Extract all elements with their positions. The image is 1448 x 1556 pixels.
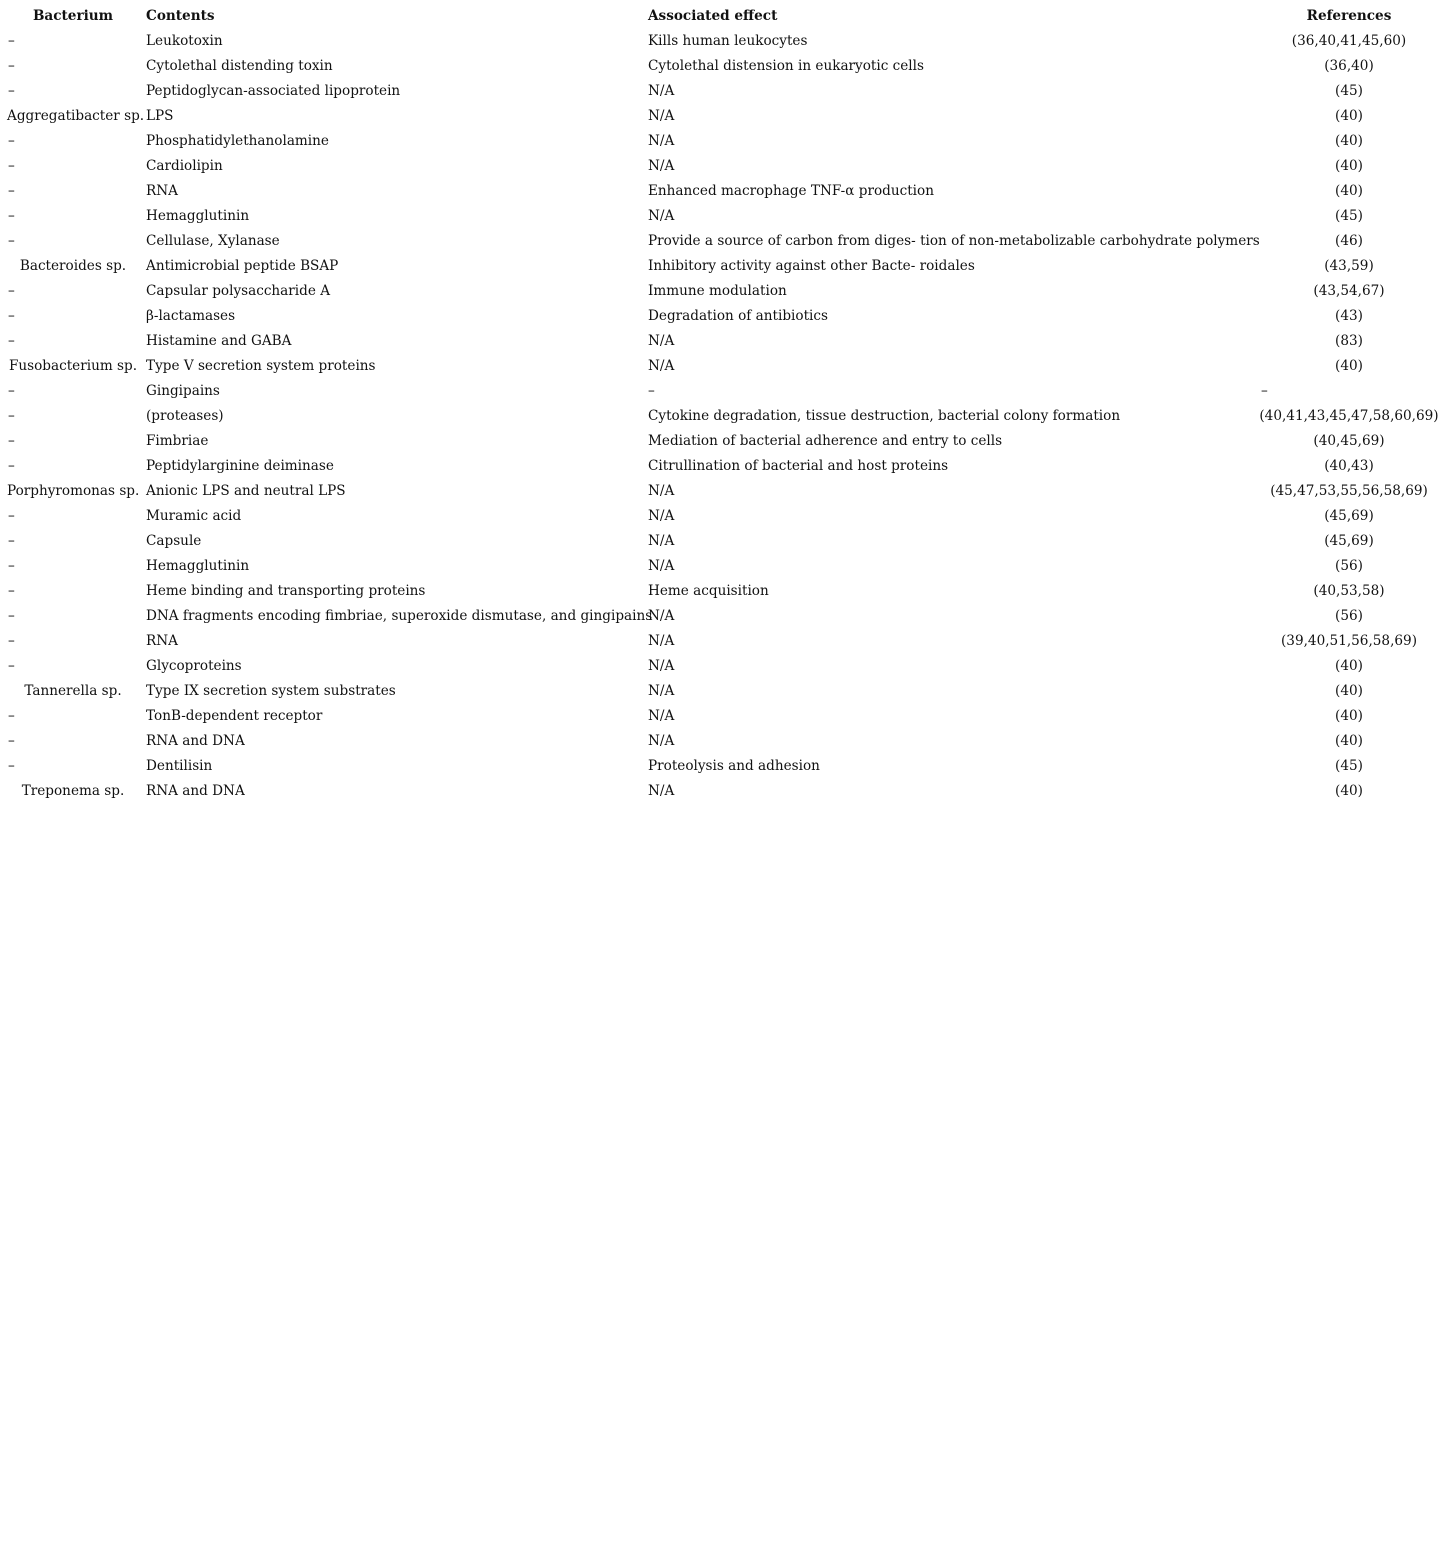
cell-contents: RNA and DNA <box>146 783 245 799</box>
table-row <box>0 154 1448 179</box>
cell-bacterium: – <box>8 533 15 549</box>
cell-references: (40) <box>1335 358 1363 374</box>
cell-references: (40,41,43,45,47,58,60,69) <box>1259 408 1439 424</box>
table-row <box>0 329 1448 354</box>
cell-contents: RNA <box>146 183 178 199</box>
cell-contents: Leukotoxin <box>146 33 223 49</box>
cell-references: (40) <box>1335 683 1363 699</box>
table-row <box>0 454 1448 479</box>
cell-associated-effect: Kills human leukocytes <box>648 33 808 49</box>
cell-bacterium: – <box>8 308 15 324</box>
table-row <box>0 404 1448 429</box>
cell-contents: Histamine and GABA <box>146 333 292 349</box>
cell-bacterium: – <box>8 583 15 599</box>
table-row <box>0 204 1448 229</box>
cell-references: (45) <box>1335 758 1363 774</box>
table-row <box>0 479 1448 504</box>
cell-associated-effect: Enhanced macrophage TNF-α production <box>648 183 934 199</box>
data-table <box>0 4 1448 804</box>
cell-references: (43,59) <box>1324 258 1374 274</box>
cell-references: (40) <box>1335 133 1363 149</box>
cell-contents: Fimbriae <box>146 433 209 449</box>
table-row <box>0 229 1448 254</box>
cell-associated-effect: Immune modulation <box>648 283 787 299</box>
cell-bacterium: Aggregatibacter sp. <box>7 108 145 124</box>
header-contents: Contents <box>146 8 215 24</box>
table-row <box>0 354 1448 379</box>
cell-contents: DNA fragments encoding fimbriae, superoxide dismutase, and gingipains <box>146 608 653 624</box>
table-row <box>0 79 1448 104</box>
cell-references: (40) <box>1335 108 1363 124</box>
cell-references: (40) <box>1335 708 1363 724</box>
cell-associated-effect: Heme acquisition <box>648 583 769 599</box>
cell-associated-effect: N/A <box>648 133 675 149</box>
cell-associated-effect: N/A <box>648 608 675 624</box>
cell-bacterium: – <box>8 633 15 649</box>
cell-contents: Phosphatidylethanolamine <box>146 133 329 149</box>
table-row <box>0 129 1448 154</box>
cell-contents: Hemagglutinin <box>146 558 250 574</box>
cell-references: (36,40) <box>1324 58 1374 74</box>
cell-associated-effect: N/A <box>648 708 675 724</box>
table-row <box>0 379 1448 404</box>
table-row <box>0 429 1448 454</box>
table-row <box>0 579 1448 604</box>
table-row <box>0 704 1448 729</box>
cell-contents: Hemagglutinin <box>146 208 250 224</box>
cell-references: (45) <box>1335 208 1363 224</box>
table-row <box>0 654 1448 679</box>
cell-associated-effect: Citrullination of bacterial and host proteins <box>648 458 949 474</box>
cell-bacterium: – <box>8 658 15 674</box>
cell-contents: RNA and DNA <box>146 733 245 749</box>
cell-associated-effect: N/A <box>648 483 675 499</box>
cell-associated-effect: N/A <box>648 358 675 374</box>
cell-bacterium: – <box>8 733 15 749</box>
cell-associated-effect: N/A <box>648 333 675 349</box>
cell-references: (45,69) <box>1324 508 1374 524</box>
cell-references: (56) <box>1335 608 1363 624</box>
cell-contents: RNA <box>146 633 178 649</box>
table-row <box>0 729 1448 754</box>
cell-bacterium: – <box>8 508 15 524</box>
table-row <box>0 304 1448 329</box>
cell-bacterium: – <box>8 608 15 624</box>
cell-references: (56) <box>1335 558 1363 574</box>
table-row <box>0 104 1448 129</box>
table-row <box>0 179 1448 204</box>
cell-references: (36,40,41,45,60) <box>1291 33 1407 49</box>
cell-contents: Peptidoglycan-associated lipoprotein <box>146 83 401 99</box>
cell-bacterium: – <box>8 83 15 99</box>
cell-bacterium: – <box>8 333 15 349</box>
cell-bacterium: – <box>8 183 15 199</box>
cell-references: (45,69) <box>1324 533 1374 549</box>
cell-bacterium: – <box>8 458 15 474</box>
cell-contents: Peptidylarginine deiminase <box>146 458 334 474</box>
cell-references: (39,40,51,56,58,69) <box>1281 633 1417 649</box>
cell-bacterium: Fusobacterium sp. <box>8 358 138 374</box>
cell-associated-effect: Cytolethal distension in eukaryotic cells <box>648 58 924 74</box>
cell-contents: Type V secretion system proteins <box>146 358 376 374</box>
header-bacterium: Bacterium <box>32 8 114 24</box>
cell-references: (40,43) <box>1324 458 1374 474</box>
cell-associated-effect: N/A <box>648 733 675 749</box>
cell-bacterium: – <box>8 58 15 74</box>
cell-bacterium: – <box>8 33 15 49</box>
cell-associated-effect: N/A <box>648 683 675 699</box>
cell-associated-effect: N/A <box>648 158 675 174</box>
cell-references: (83) <box>1335 333 1363 349</box>
cell-associated-effect: – <box>648 383 655 399</box>
cell-associated-effect: N/A <box>648 783 675 799</box>
cell-associated-effect: N/A <box>648 508 675 524</box>
cell-bacterium: Bacteroides sp. <box>19 258 127 274</box>
table-row <box>0 504 1448 529</box>
table-row <box>0 29 1448 54</box>
cell-contents: Dentilisin <box>146 758 213 774</box>
cell-contents: Glycoproteins <box>146 658 242 674</box>
header-associated-effect: Associated effect <box>648 8 778 24</box>
cell-contents: Gingipains <box>146 383 220 399</box>
table-row <box>0 279 1448 304</box>
cell-associated-effect: Degradation of antibiotics <box>648 308 828 324</box>
cell-associated-effect: N/A <box>648 533 675 549</box>
cell-bacterium: – <box>8 233 15 249</box>
cell-references: (40,53,58) <box>1313 583 1385 599</box>
cell-bacterium: Treponema sp. <box>21 783 125 799</box>
table-row <box>0 679 1448 704</box>
table-row <box>0 629 1448 654</box>
cell-contents: LPS <box>146 108 174 124</box>
cell-associated-effect: Cytokine degradation, tissue destruction, bacterial colony formation <box>648 408 1121 424</box>
table-row <box>0 529 1448 554</box>
cell-associated-effect: N/A <box>648 208 675 224</box>
cell-bacterium: Tannerella sp. <box>24 683 122 699</box>
cell-references: (40) <box>1335 733 1363 749</box>
cell-bacterium: – <box>8 283 15 299</box>
cell-contents: Type IX secretion system substrates <box>146 683 396 699</box>
cell-associated-effect: N/A <box>648 83 675 99</box>
cell-contents: Heme binding and transporting proteins <box>146 583 426 599</box>
cell-bacterium: – <box>8 408 15 424</box>
cell-contents: Capsular polysaccharide A <box>146 283 331 299</box>
cell-contents: (proteases) <box>146 408 224 424</box>
table-row <box>0 254 1448 279</box>
cell-references: (40,45,69) <box>1313 433 1385 449</box>
cell-associated-effect: N/A <box>648 658 675 674</box>
cell-bacterium: – <box>8 133 15 149</box>
cell-contents: Cytolethal distending toxin <box>146 58 333 74</box>
cell-associated-effect: Mediation of bacterial adherence and entry to cells <box>648 433 1003 449</box>
cell-contents: TonB-dependent receptor <box>146 708 323 724</box>
cell-bacterium: – <box>8 158 15 174</box>
cell-bacterium: Porphyromonas sp. <box>7 483 140 499</box>
cell-bacterium: – <box>8 758 15 774</box>
cell-references: (46) <box>1335 233 1363 249</box>
cell-references: (45) <box>1335 83 1363 99</box>
table-row <box>0 754 1448 779</box>
table-row <box>0 554 1448 579</box>
cell-associated-effect: Inhibitory activity against other Bacte- roidales <box>648 258 975 274</box>
cell-associated-effect: N/A <box>648 558 675 574</box>
cell-references: – <box>1261 383 1268 399</box>
cell-bacterium: – <box>8 433 15 449</box>
table-row <box>0 604 1448 629</box>
cell-references: (43) <box>1335 308 1363 324</box>
cell-references: (40) <box>1335 658 1363 674</box>
cell-contents: β-lactamases <box>146 308 236 324</box>
cell-contents: Anionic LPS and neutral LPS <box>146 483 346 499</box>
table-body <box>0 29 1448 804</box>
cell-contents: Cardiolipin <box>146 158 223 174</box>
cell-references: (40) <box>1335 158 1363 174</box>
cell-references: (40) <box>1335 783 1363 799</box>
cell-contents: Cellulase, Xylanase <box>146 233 280 249</box>
cell-associated-effect: Provide a source of carbon from diges- tion of non-metabolizable carbohydrate polymers <box>648 233 1260 249</box>
header-references: References <box>1306 8 1392 24</box>
cell-associated-effect: N/A <box>648 108 675 124</box>
cell-contents: Muramic acid <box>146 508 242 524</box>
cell-bacterium: – <box>8 208 15 224</box>
cell-contents: Antimicrobial peptide BSAP <box>146 258 339 274</box>
cell-contents: Capsule <box>146 533 202 549</box>
cell-references: (45,47,53,55,56,58,69) <box>1270 483 1428 499</box>
table-header-row <box>0 4 1448 29</box>
table-row <box>0 54 1448 79</box>
cell-references: (43,54,67) <box>1313 283 1385 299</box>
cell-bacterium: – <box>8 558 15 574</box>
cell-bacterium: – <box>8 383 15 399</box>
cell-associated-effect: N/A <box>648 633 675 649</box>
cell-references: (40) <box>1335 183 1363 199</box>
table-row <box>0 779 1448 804</box>
cell-associated-effect: Proteolysis and adhesion <box>648 758 820 774</box>
cell-bacterium: – <box>8 708 15 724</box>
